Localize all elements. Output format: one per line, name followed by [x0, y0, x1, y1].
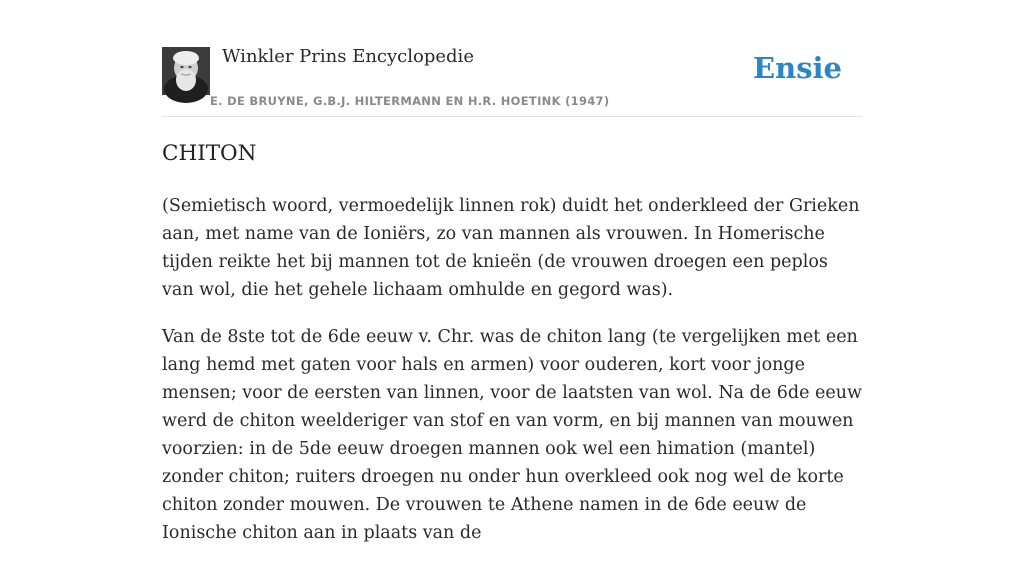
book-title[interactable]: Winkler Prins Encyclopedie	[222, 46, 474, 67]
article-paragraph: Van de 8ste tot de 6de eeuw v. Chr. was de chiton lang (te vergelijken met een lang hemd met gaten voor hals en armen) voor ouderen, kort voor jonge mensen; voor de eersten van linnen, voor de laatsten van wol. Na de 6de eeuw werd de chiton weelderiger van stof en van vorm, en bij mannen van mouwen voorzien: in de 5de eeuw droegen mannen ook wel een himation (mantel) zonder chiton; ruiters droegen nu onder hun overkleed ook nog wel de korte chiton zonder mouwen. De vrouwen te Athene namen in de 6de eeuw de Ionische chiton aan in plaats van de	[162, 327, 862, 543]
ensie-logo-link[interactable]: Ensie	[753, 51, 842, 85]
author-portrait	[162, 47, 210, 95]
authors-line: E. DE BRUYNE, G.B.J. HILTERMANN EN H.R. HOETINK (1947)	[210, 94, 610, 108]
header	[162, 0, 862, 117]
article-paragraph: (Semietisch woord, vermoedelijk linnen rok) duidt het onderkleed der Grieken aan, met name van de Ioniërs, zo van mannen als vrouwen. In Homerische tijden reikte het bij mannen tot de knieën (de vrouwen droegen een peplos van wol, die het gehele lichaam omhulde en gegord was).	[162, 196, 860, 300]
article-title: CHITON	[162, 141, 257, 166]
author-portrait-image	[162, 47, 210, 95]
article-body	[162, 192, 864, 566]
